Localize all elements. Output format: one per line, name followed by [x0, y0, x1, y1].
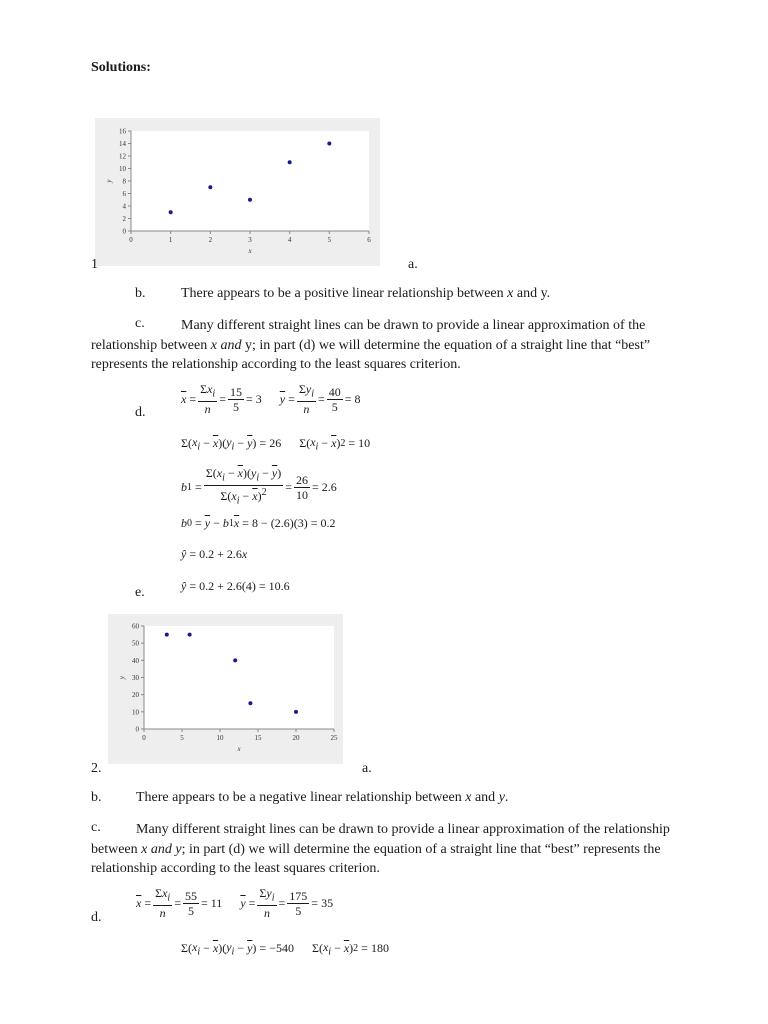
- problem2-part-b-text: There appears to be a negative linear relationship between x and y.: [136, 790, 509, 805]
- x-tick-label: 25: [330, 734, 338, 742]
- page-heading: Solutions:: [91, 60, 151, 75]
- y-axis-label: y: [105, 179, 113, 183]
- y-tick-label: 10: [132, 708, 139, 717]
- problem1-part-e-label: e.: [135, 585, 145, 600]
- y-tick-label: 16: [119, 127, 126, 136]
- problem1-intercept-equation: b 0 = $\overline{y}$ − b 1 $\overline{x}$ = 8 − (2.6)(3) = 0.2: [181, 516, 336, 530]
- x-tick-label: 3: [248, 236, 252, 244]
- data-point: [233, 658, 237, 662]
- x-tick-label: 5: [327, 236, 332, 244]
- problem2-part-b-label: b.: [91, 790, 102, 805]
- x-tick-label: 2: [208, 236, 213, 244]
- data-point: [208, 185, 212, 189]
- problem1-sums-equation: Σ( $x_i$ − $\overline{x}$ )( $y_i$ − $\overline{y}$ ) = 26 Σ( $x_i$ − $\overline{x}$ ) 2 = 10: [181, 435, 371, 453]
- problem1-part-d-label: d.: [135, 405, 146, 420]
- problem2-sums-equation: Σ( $x_i$ − $\overline{x}$ )( $y_i$ − $\overline{y}$ ) = −540 Σ( $x_i$ − $\overline{x}$ ) 2 = 180: [181, 940, 389, 958]
- y-tick-label: 4: [122, 202, 126, 211]
- problem1-number: 1: [91, 257, 98, 272]
- y-tick-label: 2: [122, 215, 126, 223]
- plot-area: [131, 131, 369, 231]
- x-tick-label: 10: [216, 734, 224, 742]
- data-point: [248, 198, 252, 202]
- x-axis-label: x: [248, 247, 252, 255]
- problem2-part-a-label: a.: [362, 761, 372, 776]
- data-point: [169, 210, 173, 214]
- data-point: [165, 633, 169, 637]
- y-tick-label: 60: [132, 622, 139, 631]
- problem2-part-c-label: c.: [91, 820, 101, 835]
- y-tick-label: 30: [132, 674, 139, 682]
- x-tick-label: 1: [168, 236, 173, 244]
- scatter-chart-2: [108, 614, 343, 764]
- scatter-chart-1: [95, 118, 380, 266]
- data-point: [288, 160, 292, 164]
- data-point: [327, 142, 331, 146]
- x-tick-label: 20: [292, 734, 300, 742]
- x-tick-label: 6: [367, 236, 371, 244]
- y-tick-label: 0: [122, 227, 126, 236]
- y-tick-label: 50: [132, 639, 139, 648]
- problem2-part-d-label: d.: [91, 910, 102, 925]
- y-tick-label: 6: [122, 190, 126, 198]
- x-axis-label: x: [237, 745, 241, 753]
- x-tick-label: 0: [142, 734, 146, 742]
- x-tick-label: 15: [254, 734, 262, 742]
- y-tick-label: 12: [119, 152, 126, 161]
- problem1-part-c-label: c.: [135, 316, 145, 331]
- y-tick-label: 10: [119, 165, 126, 173]
- data-point: [188, 633, 192, 637]
- data-point: [248, 701, 252, 705]
- y-axis-label: y: [118, 675, 126, 680]
- problem1-part-b-text: There appears to be a positive linear relationship between x and y.: [181, 286, 551, 301]
- problem1-part-c-text: Many different straight lines can be drawn to provide a linear approximation of the relationship between x and y; in part (d) we will determine the equation of a straight line that “best” represents the relationship according to the least squares criterion.: [91, 318, 651, 372]
- plot-area: [144, 626, 334, 729]
- problem1-slope-equation: b 1 = $\frac{\Sigma(x_i - \overline{x})(y_i - \overline{y})}{\Sigma(x_i - \overline{x})^2}$ = $\frac{26}{10}$ = 2.6: [181, 466, 337, 507]
- x-tick-label: 5: [180, 734, 184, 742]
- data-point: [294, 710, 298, 714]
- problem1-regression-equation: ŷ = 0.2 + 2.6 x: [181, 547, 248, 561]
- problem1-part-b-label: b.: [135, 286, 146, 301]
- problem1-means-equation: $\overline{x}$ = $\frac{\Sigma x_i}{n}$ = $\frac{15}{5}$ = 3 $\overline{y}$ = $\frac{\Sigma y_i}{n}$ = $\frac{40}{5}$ = 8: [181, 382, 361, 417]
- problem2-part-c-text: Many different straight lines can be drawn to provide a linear approximation of the relationship between x and y; in part (d) we will determine the equation of a straight line that “best” represents the relationship according to the least squares criterion.: [91, 822, 670, 876]
- y-tick-label: 8: [122, 177, 126, 186]
- x-tick-label: 0: [129, 236, 133, 244]
- problem2-means-equation: $\overline{x}$ = $\frac{\Sigma x_i}{n}$ = $\frac{55}{5}$ = 11 $\overline{y}$ = $\frac{\Sigma y_i}{n}$ = $\frac{175}{5}$ = 35: [136, 886, 334, 921]
- problem1-part-a-label: a.: [408, 257, 418, 272]
- y-tick-label: 14: [119, 140, 126, 148]
- problem2-number: 2.: [91, 761, 102, 776]
- y-tick-label: 0: [135, 725, 139, 734]
- y-tick-label: 20: [132, 691, 139, 700]
- x-tick-label: 4: [287, 236, 292, 244]
- y-tick-label: 40: [132, 656, 139, 665]
- problem1-prediction-equation: ŷ = 0.2 + 2.6(4) = 10.6: [181, 579, 290, 593]
